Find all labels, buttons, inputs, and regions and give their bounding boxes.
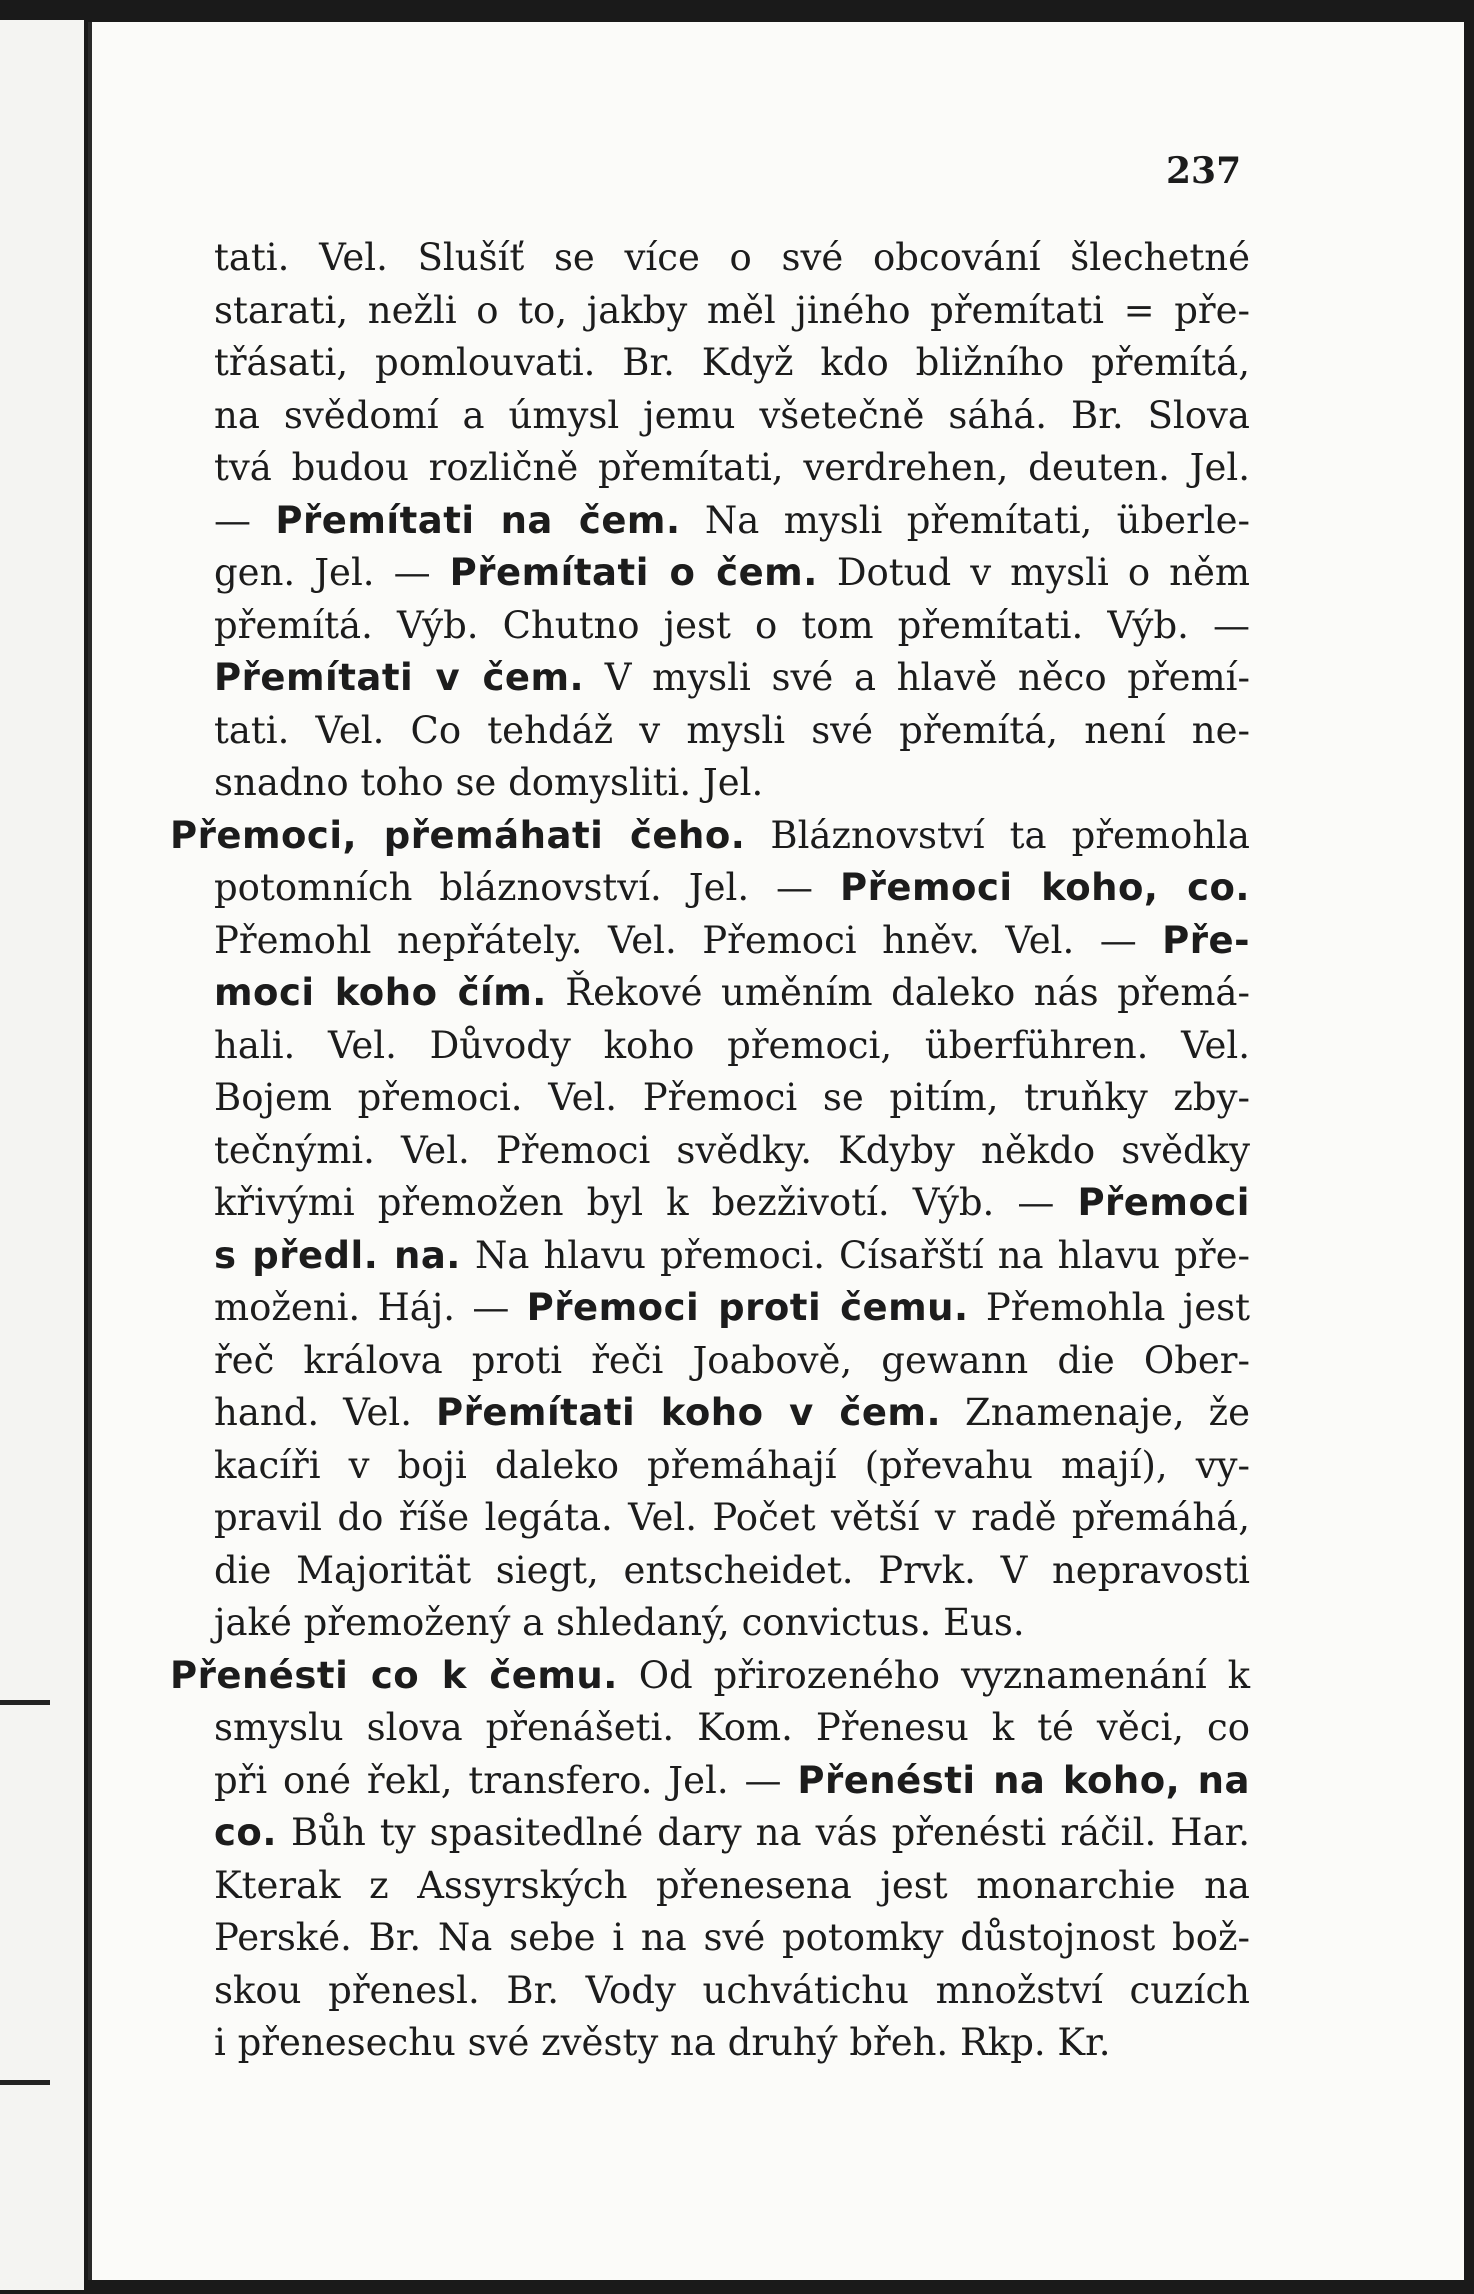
headword: moci koho čím. bbox=[214, 971, 547, 1014]
headword: Přenésti na koho, na bbox=[797, 1758, 1250, 1802]
headword: Přemítati na čem. bbox=[275, 498, 681, 542]
text-line: třásati, pomlouvati. Br. Když kdo bližního přemítá, bbox=[214, 341, 1250, 384]
page-number: 237 bbox=[1166, 150, 1242, 192]
text-line: Přemoci, přemáhati čeho. Bláznovství ta přemohla bbox=[170, 813, 1250, 857]
text-line: Perské. Br. Na sebe i na své potomky důstojnost bož- bbox=[214, 1916, 1250, 1959]
text-line: — Přemítati na čem. Na mysli přemítati, überle- bbox=[214, 498, 1250, 542]
text-line: Přemítati v čem. V mysli své a hlavě něco přemí- bbox=[214, 656, 1250, 699]
text-line: řeč králova proti řeči Joabově, gewann die Ober- bbox=[214, 1338, 1250, 1382]
text-line: die Majorität siegt, entscheidet. Prvk. V nepravosti bbox=[214, 1548, 1250, 1592]
text-line: pravil do říše legáta. Vel. Počet větší v radě přemáhá, bbox=[214, 1496, 1250, 1539]
headword: Přemítati v čem. bbox=[214, 656, 585, 699]
text-line: kacíři v boji daleko přemáhají (převahu mají), vy- bbox=[214, 1443, 1250, 1487]
text-line: smyslu slova přenášeti. Kom. Přenesu k té věci, co bbox=[214, 1706, 1250, 1749]
text-line: co. Bůh ty spasitedlné dary na vás přenésti ráčil. Har. bbox=[214, 1811, 1250, 1854]
text-line: jaké přemožený a shledaný, convictus. Eus. bbox=[214, 1601, 1025, 1644]
headword: Přemoci proti čemu. bbox=[526, 1286, 969, 1329]
headword: Přenésti co k čemu. bbox=[170, 1653, 618, 1697]
text-line: potomních bláznovství. Jel. — Přemoci koho, co. bbox=[214, 866, 1250, 909]
text-line: hand. Vel. Přemítati koho v čem. Znamenaje, že bbox=[214, 1391, 1250, 1434]
headword: Pře- bbox=[1162, 918, 1250, 962]
text-line: Přemohl nepřátely. Vel. Přemoci hněv. Vel. — Pře- bbox=[214, 918, 1250, 962]
text-line: moci koho čím. Řekové uměním daleko nás přemá- bbox=[214, 971, 1250, 1014]
text-line: i přenesechu své zvěsty na druhý břeh. Rkp. Kr. bbox=[214, 2021, 1111, 2064]
facing-page-edge bbox=[0, 20, 84, 2290]
text-line: skou přenesl. Br. Vody uchvátichu množství cuzích bbox=[214, 1968, 1250, 2012]
headword: Přemoci, přemáhati čeho. bbox=[170, 813, 746, 857]
text-line: starati, nežli o to, jakby měl jiného přemítati = pře- bbox=[214, 288, 1250, 332]
headword: s předl. na. bbox=[214, 1233, 461, 1277]
text-line: křivými přemožen byl k bezživotí. Výb. — Přemoci bbox=[214, 1181, 1250, 1224]
text-line: při oné řekl, transfero. Jel. — Přenésti na koho, na bbox=[214, 1758, 1250, 1802]
text-line: Přenésti co k čemu. Od přirozeného vyznamenání k bbox=[170, 1653, 1250, 1697]
text-line: snadno toho se domysliti. Jel. bbox=[214, 761, 764, 804]
text-line: tečnými. Vel. Přemoci svědky. Kdyby někdo svědky bbox=[214, 1128, 1250, 1172]
binding-mark bbox=[0, 2080, 50, 2085]
text-line: gen. Jel. — Přemítati o čem. Dotud v mysli o něm bbox=[214, 551, 1250, 594]
text-line: hali. Vel. Důvody koho přemoci, überführen. Vel. bbox=[214, 1023, 1250, 1067]
headword: co. bbox=[214, 1811, 277, 1854]
text-line: Kterak z Assyrských přenesena jest monarchie na bbox=[214, 1863, 1250, 1907]
headword: Přemoci koho, co. bbox=[840, 866, 1250, 909]
headword: Přemoci bbox=[1077, 1181, 1250, 1224]
text-line: přemítá. Výb. Chutno jest o tom přemítati. Výb. — bbox=[214, 603, 1250, 647]
text-line: moženi. Háj. — Přemoci proti čemu. Přemohla jest bbox=[214, 1286, 1251, 1329]
text-line: tvá budou rozličně přemítati, verdrehen, deuten. Jel. bbox=[214, 446, 1250, 489]
text-line: Bojem přemoci. Vel. Přemoci se pitím, truňky zby- bbox=[214, 1076, 1250, 1119]
headword: Přemítati o čem. bbox=[449, 551, 818, 594]
dictionary-text bbox=[170, 232, 1250, 2070]
headword: Přemítati koho v čem. bbox=[435, 1391, 942, 1434]
binding-mark bbox=[0, 1700, 50, 1705]
text-line: na svědomí a úmysl jemu všetečně sáhá. Br. Slova bbox=[214, 393, 1250, 437]
text-line: s předl. na. Na hlavu přemoci. Císařští na hlavu pře- bbox=[214, 1233, 1250, 1277]
text-line: tati. Vel. Co tehdáž v mysli své přemítá, není ne- bbox=[214, 708, 1250, 752]
text-line: tati. Vel. Slušíť se více o své obcování šlechetné bbox=[214, 236, 1250, 279]
